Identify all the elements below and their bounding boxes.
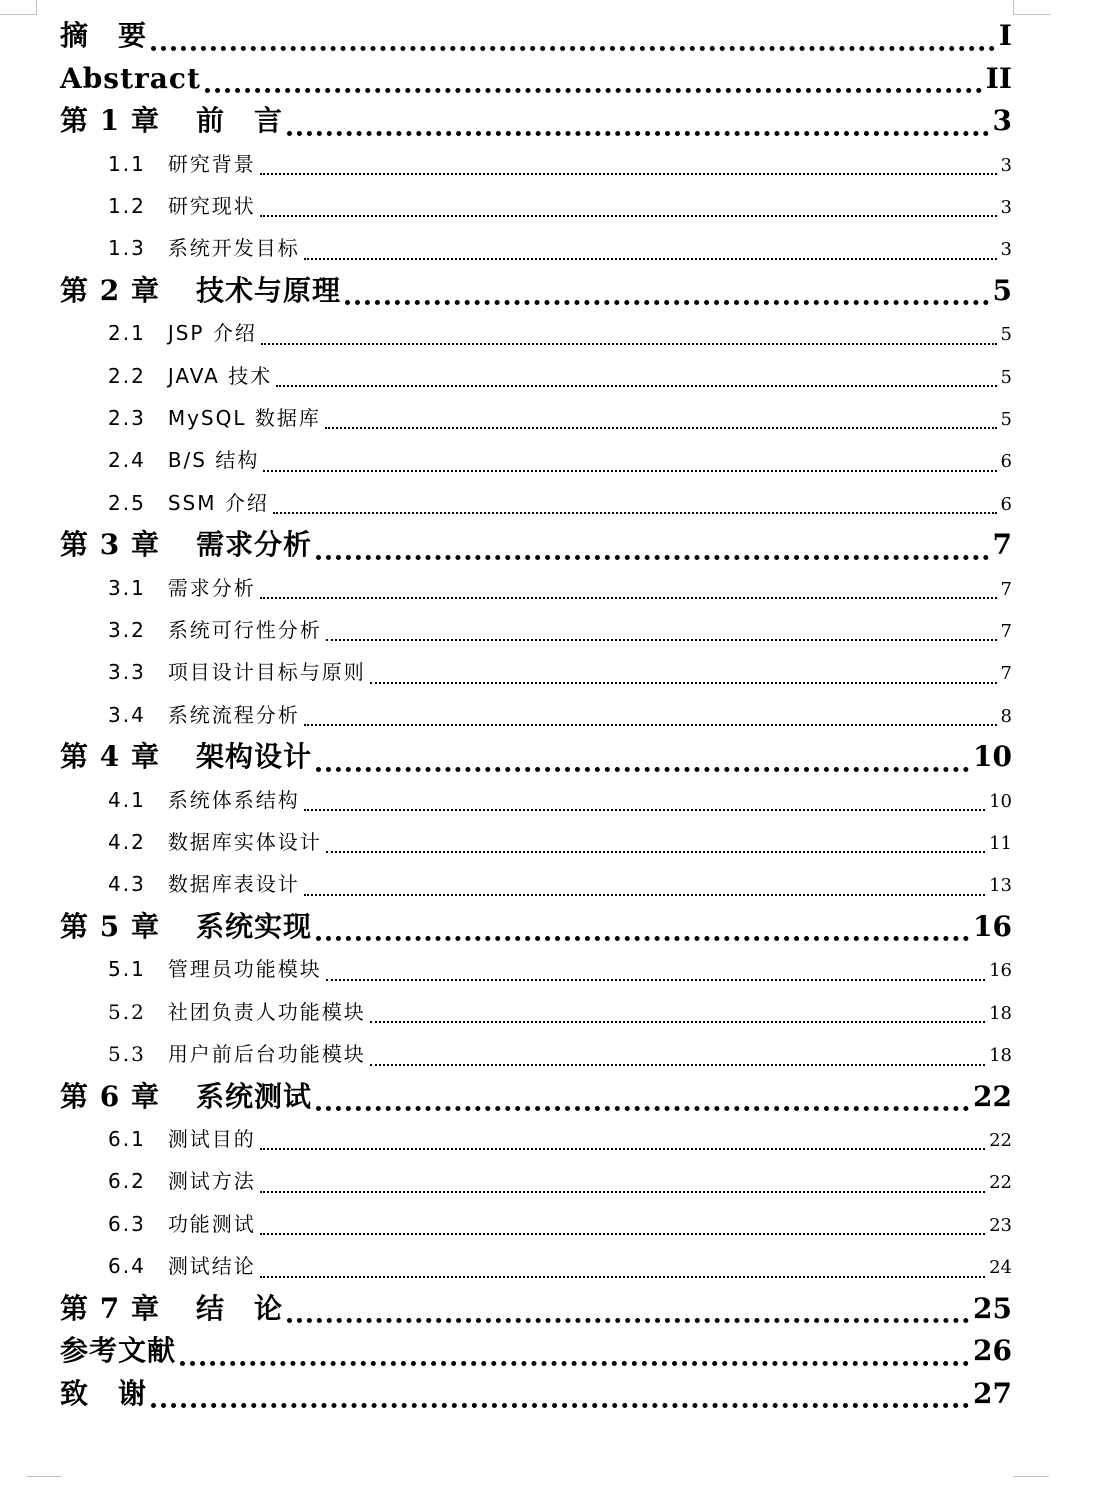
toc-entry-number: 3.4	[108, 702, 146, 727]
toc-entry-number: 第 4 章	[60, 740, 160, 774]
toc-section-entry[interactable]	[60, 863, 1012, 905]
toc-page-number: 3	[1000, 196, 1012, 218]
toc-entry-number: 第 3 章	[60, 528, 160, 562]
table-of-contents	[60, 15, 1012, 1415]
toc-entry-text: 研究现状	[167, 193, 256, 218]
toc-entry-title	[108, 1203, 256, 1245]
toc-entry-title	[108, 482, 269, 524]
toc-entry-number: 1.2	[108, 193, 146, 218]
toc-entry-text: 系统可行性分析	[167, 618, 322, 643]
toc-entry-text: 数据库表设计	[167, 872, 300, 897]
toc-entry-title	[60, 1373, 147, 1416]
page-corner-mark	[0, 0, 37, 15]
toc-page-number: 24	[989, 1257, 1012, 1279]
toc-entry-number: 6.2	[108, 1169, 146, 1194]
toc-entry-title	[108, 1160, 256, 1202]
toc-entry-title	[60, 58, 201, 101]
toc-entry-title	[60, 100, 283, 143]
toc-section-entry[interactable]	[60, 1118, 1012, 1160]
toc-chapter-entry[interactable]	[60, 100, 1012, 143]
toc-page-number: 25	[973, 1291, 1012, 1325]
toc-entry-title	[60, 270, 341, 313]
toc-entry-text: SSM 介绍	[167, 490, 269, 515]
toc-entry-title	[108, 863, 300, 905]
toc-entry-text: 系统体系结构	[167, 787, 300, 812]
toc-entry-text: 技术与原理	[195, 273, 341, 307]
toc-entry-number: 5.2	[108, 999, 146, 1024]
toc-entry-title	[108, 694, 300, 736]
toc-section-entry[interactable]	[60, 1160, 1012, 1202]
toc-chapter-entry[interactable]	[60, 1076, 1012, 1119]
toc-dot-leader	[304, 863, 985, 905]
toc-section-entry[interactable]	[60, 567, 1012, 609]
toc-dot-leader	[304, 779, 985, 821]
toc-dot-leader	[316, 524, 989, 567]
toc-entry-title	[108, 1033, 366, 1075]
toc-section-entry[interactable]	[60, 779, 1012, 821]
toc-dot-leader	[287, 100, 989, 143]
toc-entry-title	[108, 991, 366, 1033]
toc-page-number: 3	[1000, 154, 1012, 176]
toc-dot-leader	[316, 736, 969, 779]
toc-entry-text: JSP 介绍	[167, 321, 257, 346]
toc-entry-number: 2.2	[108, 363, 146, 388]
page-corner-mark	[26, 1476, 62, 1487]
toc-dot-leader	[151, 1373, 969, 1416]
toc-page-number: I	[998, 19, 1012, 52]
toc-entry-number: 5.3	[108, 1042, 146, 1067]
toc-section-entry[interactable]	[60, 694, 1012, 736]
toc-page-number: 10	[973, 740, 1012, 774]
toc-chapter-entry[interactable]	[60, 58, 1012, 101]
toc-page-number: 22	[973, 1079, 1012, 1113]
toc-page-number: 6	[1000, 451, 1012, 473]
toc-entry-text: 架构设计	[195, 740, 312, 774]
toc-entry-title	[108, 227, 300, 269]
toc-chapter-entry[interactable]	[60, 736, 1012, 779]
toc-entry-title	[60, 524, 312, 567]
toc-page-number: II	[985, 61, 1012, 95]
toc-entry-title	[60, 736, 312, 779]
toc-entry-number: 1.1	[108, 151, 146, 176]
toc-entry-number: 第 5 章	[60, 909, 160, 943]
toc-entry-title	[60, 906, 312, 949]
toc-entry-number: 4.1	[108, 787, 146, 812]
toc-dot-leader	[276, 355, 996, 397]
toc-dot-leader	[326, 821, 985, 863]
toc-chapter-entry[interactable]	[60, 1330, 1012, 1373]
toc-entry-text: 摘 要	[60, 19, 148, 52]
toc-dot-leader	[273, 482, 997, 524]
toc-entry-text: 参考文献	[60, 1334, 177, 1368]
toc-section-entry[interactable]	[60, 1203, 1012, 1245]
toc-entry-number: 3.3	[108, 660, 146, 685]
toc-entry-title	[108, 821, 322, 863]
toc-section-entry[interactable]	[60, 991, 1012, 1033]
toc-entry-title	[108, 651, 366, 693]
toc-entry-number: 第 2 章	[60, 273, 160, 307]
toc-entry-title	[108, 609, 322, 651]
toc-section-entry[interactable]	[60, 312, 1012, 354]
toc-section-entry[interactable]	[60, 821, 1012, 863]
toc-dot-leader	[180, 1330, 969, 1373]
toc-dot-leader	[325, 397, 997, 439]
toc-page-number: 26	[973, 1334, 1012, 1368]
toc-entry-text: 数据库实体设计	[167, 830, 322, 855]
toc-entry-text: 系统测试	[195, 1079, 312, 1113]
toc-entry-title	[108, 948, 322, 990]
toc-entry-text: 测试结论	[167, 1254, 256, 1279]
toc-chapter-entry[interactable]	[60, 15, 1012, 58]
toc-page-number: 7	[1000, 663, 1012, 685]
toc-page-number: 16	[973, 909, 1012, 943]
toc-dot-leader	[370, 651, 997, 693]
toc-section-entry[interactable]	[60, 185, 1012, 227]
toc-entry-number: 2.4	[108, 448, 146, 473]
toc-dot-leader	[370, 991, 985, 1033]
toc-page-number: 5	[992, 273, 1012, 307]
toc-page-number: 6	[1000, 493, 1012, 515]
toc-dot-leader	[260, 567, 997, 609]
toc-dot-leader	[151, 15, 995, 58]
toc-page-number: 3	[1000, 239, 1012, 261]
toc-entry-text: 社团负责人功能模块	[167, 999, 366, 1024]
toc-entry-title	[60, 1076, 312, 1119]
toc-page-number: 7	[1000, 578, 1012, 600]
page-corner-mark	[1013, 0, 1050, 15]
toc-entry-text: Abstract	[60, 61, 201, 95]
toc-entry-text: 功能测试	[167, 1211, 256, 1236]
toc-entry-title	[108, 185, 256, 227]
toc-section-entry[interactable]	[60, 355, 1012, 397]
toc-page-number: 13	[989, 875, 1012, 897]
toc-entry-text: 致 谢	[60, 1376, 148, 1410]
page-corner-mark	[1013, 1476, 1049, 1487]
toc-page-number: 27	[973, 1376, 1012, 1410]
toc-entry-number: 4.3	[108, 872, 146, 897]
toc-chapter-entry[interactable]	[60, 906, 1012, 949]
toc-entry-text: MySQL 数据库	[167, 405, 321, 430]
toc-dot-leader	[316, 906, 969, 949]
toc-entry-number: 第 1 章	[60, 104, 160, 137]
toc-entry-title	[108, 355, 272, 397]
toc-dot-leader	[326, 948, 985, 990]
toc-dot-leader	[260, 185, 997, 227]
toc-chapter-entry[interactable]	[60, 1288, 1012, 1331]
toc-entry-number: 2.5	[108, 490, 146, 515]
toc-entry-text: 测试方法	[167, 1169, 256, 1194]
toc-dot-leader	[260, 143, 997, 185]
toc-dot-leader	[370, 1033, 985, 1075]
toc-entry-text: 需求分析	[195, 528, 312, 562]
toc-entry-text: 测试目的	[167, 1127, 256, 1152]
toc-entry-text: 需求分析	[167, 575, 256, 600]
toc-chapter-entry[interactable]	[60, 1373, 1012, 1416]
toc-page-number: 5	[1000, 366, 1012, 388]
toc-dot-leader	[260, 1203, 985, 1245]
toc-entry-number: 4.2	[108, 830, 146, 855]
toc-page-number: 16	[989, 960, 1012, 982]
toc-entry-text: 前 言	[195, 104, 283, 137]
toc-entry-number: 3.1	[108, 575, 146, 600]
toc-section-entry[interactable]	[60, 1033, 1012, 1075]
toc-dot-leader	[260, 1118, 985, 1160]
toc-entry-title	[108, 567, 256, 609]
toc-page-number: 7	[1000, 621, 1012, 643]
toc-entry-text: 管理员功能模块	[167, 957, 322, 982]
toc-entry-number: 6.3	[108, 1211, 146, 1236]
toc-entry-title	[108, 1245, 256, 1287]
toc-section-entry[interactable]	[60, 439, 1012, 481]
toc-section-entry[interactable]	[60, 1245, 1012, 1287]
toc-dot-leader	[205, 58, 982, 101]
toc-page-number: 3	[992, 104, 1012, 137]
toc-dot-leader	[260, 1245, 985, 1287]
toc-entry-number: 6.1	[108, 1127, 146, 1152]
toc-dot-leader	[260, 1160, 985, 1202]
toc-section-entry[interactable]	[60, 651, 1012, 693]
toc-entry-text: 系统开发目标	[167, 236, 300, 261]
toc-page-number: 5	[1000, 408, 1012, 430]
toc-entry-text: 系统流程分析	[167, 702, 300, 727]
toc-section-entry[interactable]	[60, 227, 1012, 269]
toc-page-number: 8	[1000, 705, 1012, 727]
toc-entry-title	[60, 1288, 283, 1331]
toc-chapter-entry[interactable]	[60, 270, 1012, 313]
toc-dot-leader	[345, 270, 989, 313]
toc-page-number: 11	[989, 833, 1012, 855]
toc-entry-title	[108, 1118, 256, 1160]
toc-entry-number: 3.2	[108, 618, 146, 643]
toc-dot-leader	[263, 439, 996, 481]
toc-entry-title	[60, 1330, 176, 1373]
toc-chapter-entry[interactable]	[60, 524, 1012, 567]
toc-entry-text: 研究背景	[167, 151, 256, 176]
toc-entry-text: 用户前后台功能模块	[167, 1042, 366, 1067]
toc-page-number: 18	[989, 1002, 1012, 1024]
toc-section-entry[interactable]	[60, 948, 1012, 990]
toc-entry-title	[108, 312, 257, 354]
toc-entry-number: 第 6 章	[60, 1079, 160, 1113]
toc-entry-text: 项目设计目标与原则	[167, 660, 366, 685]
toc-dot-leader	[316, 1076, 969, 1119]
toc-entry-number: 2.1	[108, 321, 146, 346]
toc-dot-leader	[326, 609, 997, 651]
toc-entry-title	[60, 15, 147, 58]
toc-entry-text: 结 论	[195, 1291, 283, 1325]
toc-page-number: 5	[1000, 324, 1012, 346]
toc-entry-title	[108, 779, 300, 821]
toc-page-number: 23	[989, 1214, 1012, 1236]
toc-section-entry[interactable]	[60, 397, 1012, 439]
toc-entry-title	[108, 397, 321, 439]
toc-page-number: 10	[989, 790, 1012, 812]
toc-dot-leader	[304, 227, 997, 269]
toc-entry-number: 2.3	[108, 405, 146, 430]
toc-entry-text: 系统实现	[195, 909, 312, 943]
toc-page-number: 18	[989, 1045, 1012, 1067]
toc-entry-text: JAVA 技术	[167, 363, 273, 388]
toc-entry-number: 6.4	[108, 1254, 146, 1279]
toc-dot-leader	[261, 312, 997, 354]
toc-entry-title	[108, 439, 259, 481]
toc-dot-leader	[287, 1288, 969, 1331]
toc-entry-number: 5.1	[108, 957, 146, 982]
toc-section-entry[interactable]	[60, 143, 1012, 185]
toc-page-number: 22	[989, 1172, 1012, 1194]
toc-entry-title	[108, 143, 256, 185]
toc-page-number: 7	[992, 528, 1012, 562]
toc-dot-leader	[304, 694, 997, 736]
toc-section-entry[interactable]	[60, 482, 1012, 524]
toc-page-number: 22	[989, 1130, 1012, 1152]
toc-section-entry[interactable]	[60, 609, 1012, 651]
toc-entry-text: B/S 结构	[167, 448, 260, 473]
toc-entry-number: 1.3	[108, 236, 146, 261]
toc-entry-number: 第 7 章	[60, 1291, 160, 1325]
